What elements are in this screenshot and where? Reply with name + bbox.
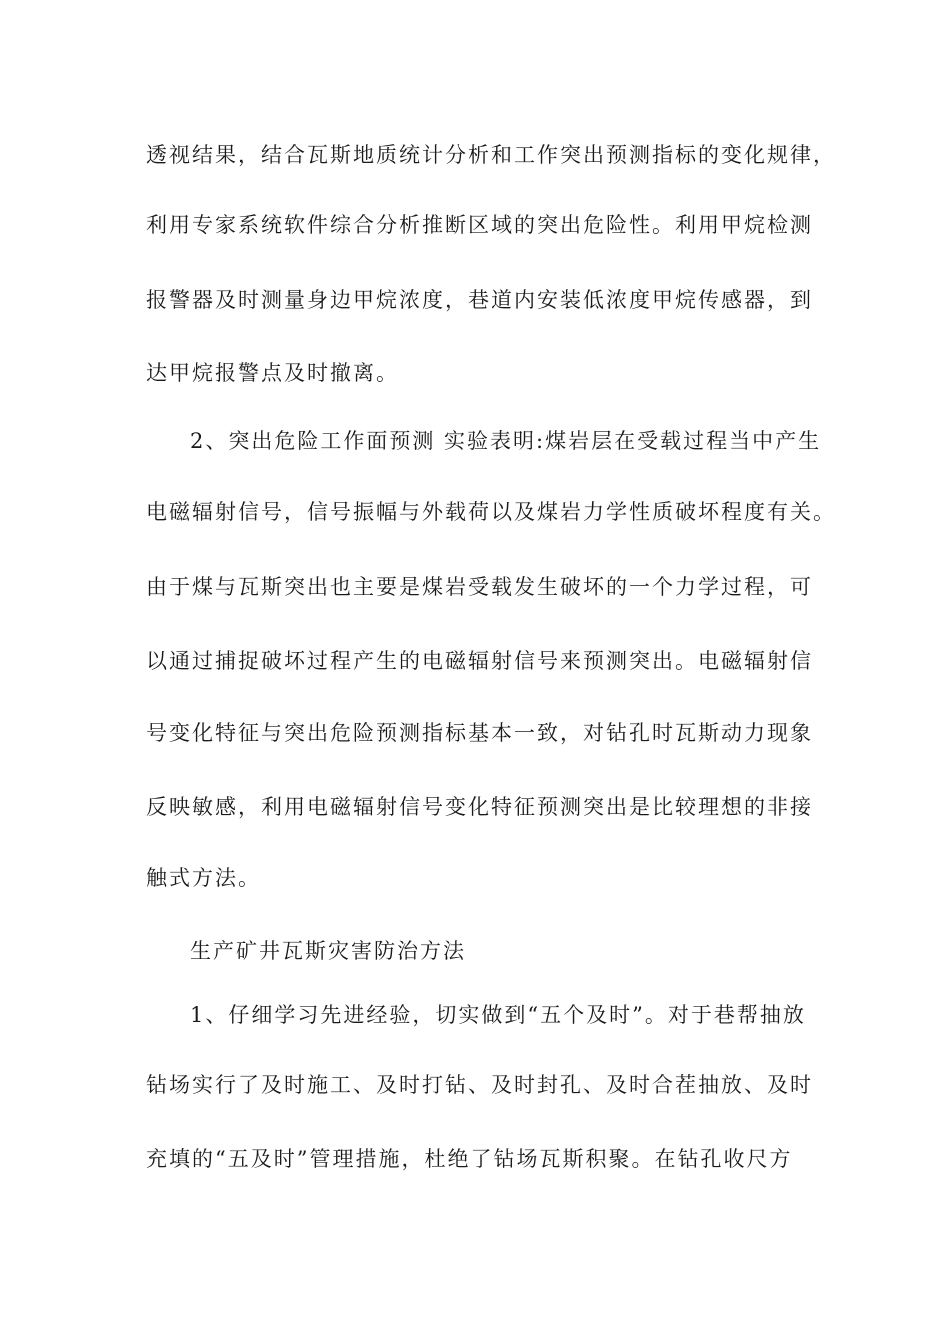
- text-line: 由于煤与瓦斯突出也主要是煤岩受载发生破坏的一个力学过程，可: [146, 575, 813, 599]
- section-heading: 生产矿井瓦斯灾害防治方法: [190, 939, 466, 963]
- paragraph-start-line: 2、突出危险工作面预测 实验表明:煤岩层在受载过程当中产生: [190, 429, 822, 453]
- text-line: 利用专家系统软件综合分析推断区域的突出危险性。利用甲烷检测: [146, 213, 813, 237]
- text-line: 充填的“五及时”管理措施，杜绝了钻场瓦斯积聚。在钻孔收尺方: [146, 1147, 793, 1171]
- text-line: 电磁辐射信号，信号振幅与外载荷以及煤岩力学性质破坏程度有关。: [146, 500, 836, 524]
- text-line: 号变化特征与突出危险预测指标基本一致，对钻孔时瓦斯动力现象: [146, 721, 813, 745]
- text-line: 以通过捕捉破坏过程产生的电磁辐射信号来预测突出。电磁辐射信: [146, 649, 813, 673]
- text-line: 触式方法。: [146, 866, 261, 890]
- paragraph-start-line: 1、仔细学习先进经验，切实做到“五个及时”。对于巷帮抽放: [190, 1003, 806, 1027]
- text-line: 达甲烷报警点及时撤离。: [146, 361, 399, 385]
- text-line: 报警器及时测量身边甲烷浓度，巷道内安装低浓度甲烷传感器，到: [146, 288, 813, 312]
- text-line: 反映敏感，利用电磁辐射信号变化特征预测突出是比较理想的非接: [146, 795, 813, 819]
- text-line: 透视结果，结合瓦斯地质统计分析和工作突出预测指标的变化规律，: [146, 143, 836, 167]
- text-line: 钻场实行了及时施工、及时打钻、及时封孔、及时合茬抽放、及时: [146, 1073, 813, 1097]
